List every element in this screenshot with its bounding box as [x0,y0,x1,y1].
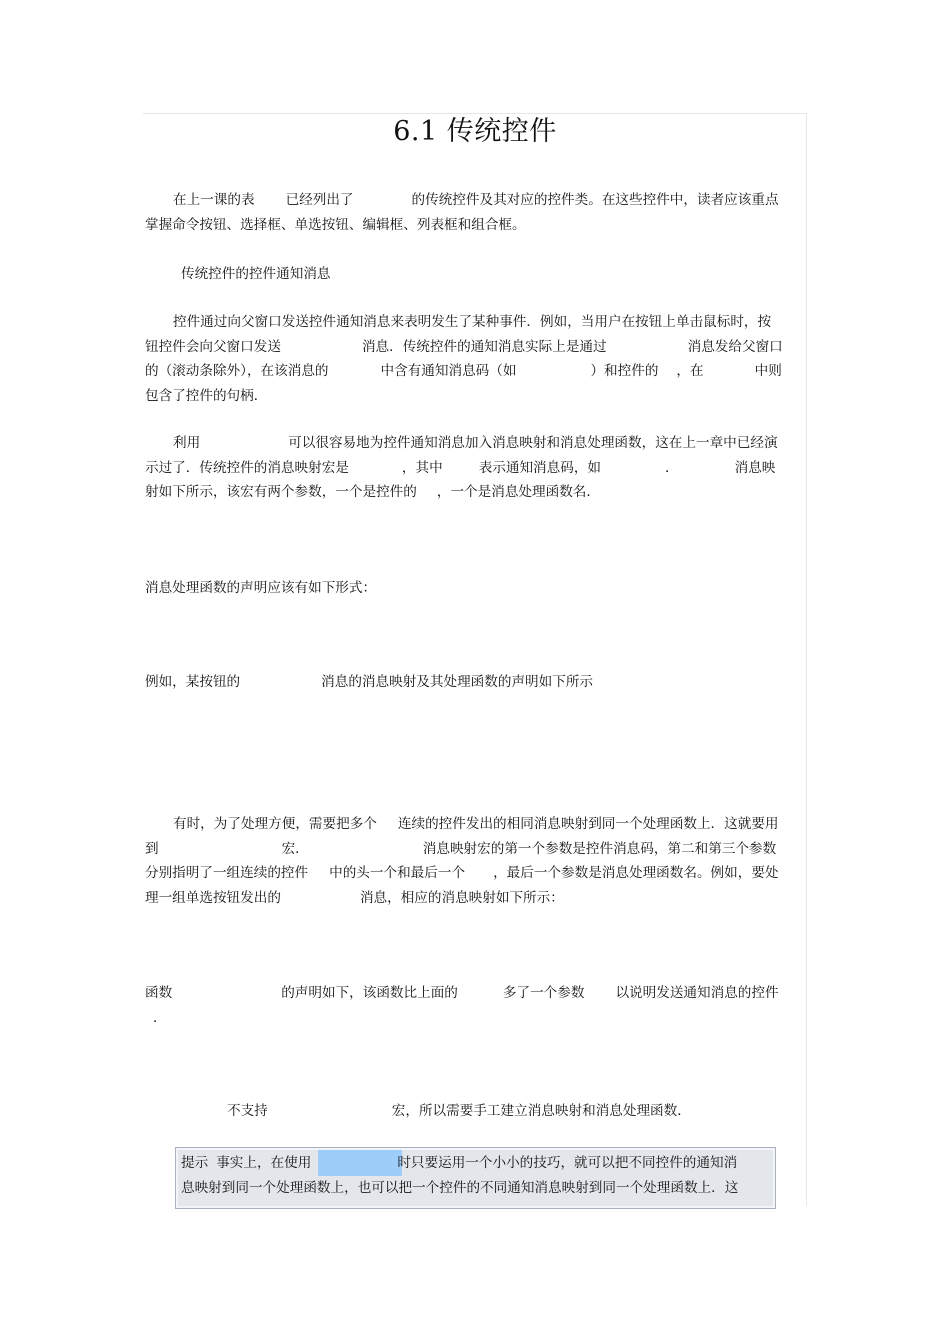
page-title: 6.1 传统控件 [393,116,557,147]
paragraph-line [145,1099,807,1124]
text-run: 钮控件会向父窗口发送 [145,338,281,355]
paragraph-line [145,1006,807,1031]
paragraph-line [145,480,807,505]
text-run: ，在 [676,363,704,379]
text-run: 消息映射宏的第一个参数是控件消息码，第二和第三个参数 [422,840,777,857]
paragraph-not-supported [145,1099,807,1124]
text-run: 宏． [281,840,309,857]
paragraph-line [145,335,807,360]
text-run: 消息．传统控件的通知消息实际上是通过 [361,338,607,355]
tip-label: 提示 [181,1155,209,1171]
text-run: 宏，所以需要手工建立消息映射和消息处理函数． [391,1103,691,1119]
paragraph-range-handler [145,981,807,1030]
text-run: 多了一个参数 [502,985,585,1001]
heading-text: 传统控件的控件通知消息 [181,266,331,282]
text-run: 时只要运用一个小小的技巧，就可以把不同控件的通知消 [397,1155,738,1171]
paragraph-notification [145,310,807,408]
text-run: ）和控件的 [590,363,659,379]
text-run: 射如下所示，该宏有两个参数，一个是控件的 [145,484,417,500]
text-run: 已经列出了 [285,192,354,208]
text-run: 有时，为了处理方便，需要把多个 [173,816,377,832]
text-run: 控件通过向父窗口发送控件通知消息来表明发生了某种事件．例如，当用户在按钮上单击鼠标时，按 [173,314,772,330]
text-run: 理一组单选按钮发出的 [145,889,281,906]
paragraph-range-map [145,812,807,910]
text-run: 表示通知消息码，如 [478,459,602,476]
paragraph-button-example [145,670,807,695]
paragraph-line [145,456,807,481]
paragraph-intro [145,188,807,237]
text-run: 利用 [173,435,201,451]
text-run: 不支持 [227,1103,268,1119]
paragraph-line [145,359,807,384]
text-run: 的声明如下，该函数比上面的 [281,985,458,1001]
paragraph-handler-declaration [145,576,807,601]
text-run: ． [665,459,679,476]
text-run: 中含有通知消息码（如 [380,363,517,379]
paragraph-line [145,670,807,695]
text-run: 示过了．传统控件的消息映射宏是 [145,459,349,476]
text-run: ，其中 [401,459,443,476]
text-run: ． [153,1009,167,1026]
paragraph-line [145,837,807,862]
text-run: 消息映 [734,459,776,476]
tip-line: 息映射到同一个处理函数上，也可以把一个控件的不同通知消息映射到同一个处理函数上．这 [181,1180,739,1196]
text-run: 的（滚动条除外），在该消息的 [145,363,329,379]
paragraph-line [145,981,807,1006]
paragraph-line: 包含了控件的句柄． [145,387,268,404]
text-run: 函数 [145,985,173,1001]
text-run: 可以很容易地为控件通知消息加入消息映射和消息处理函数，这在上一章中已经演 [288,435,778,451]
text-run: 中则 [754,363,782,379]
paragraph-classwizard [145,431,807,505]
text-run: 消息，相应的消息映射如下所示： [359,889,564,906]
text-run: 分别指明了一组连续的控件 [145,865,309,881]
paragraph-line [145,861,807,886]
paragraph-line [145,886,807,911]
text-run: 以说明发送通知消息的控件 [615,985,779,1001]
tip-text [181,1151,771,1201]
text-run: 在上一课的表 [173,192,255,208]
text-run: ，最后一个参数是消息处理函数名。例如，要处 [493,865,779,881]
paragraph-line: 掌握命令按钮、选择框、单选按钮、编辑框、列表框和组合框。 [145,216,526,233]
tip-line [181,1151,771,1176]
text-run: 的传统控件及其对应的控件类。在这些控件中，读者应该重点 [411,192,779,208]
text-run: 例如，某按钮的 [145,674,241,690]
paragraph-line [145,812,807,837]
text-run: 消息发给父窗口 [687,338,783,355]
text-run: 中的头一个和最后一个 [329,865,466,881]
text-run: 消息的消息映射及其处理函数的声明如下所示 [321,674,594,690]
paragraph-line [145,431,807,456]
text-run: 事实上，在使用 [216,1155,312,1171]
paragraph-line: 消息处理函数的声明应该有如下形式： [145,580,377,596]
section-heading [145,262,807,287]
text-run: ，一个是消息处理函数名． [436,484,600,500]
paragraph-line [145,188,807,213]
text-run: 连续的控件发出的相同消息映射到同一个处理函数上．这就要用 [397,816,779,832]
text-run: 到 [145,840,159,857]
paragraph-line [145,310,807,335]
